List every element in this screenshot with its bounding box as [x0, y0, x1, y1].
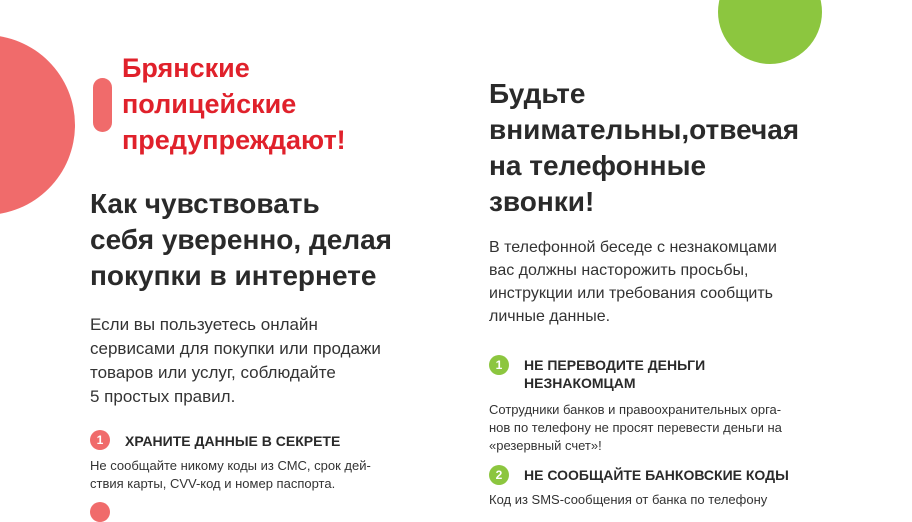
accent-bar [93, 78, 112, 132]
heading-line: себя уверенно, делая [90, 224, 393, 255]
rule-body-line: Код из SMS-сообщения от банка по телефону [489, 492, 768, 507]
rule-body [90, 457, 450, 493]
rule-body [489, 401, 849, 455]
rule-number-badge: 1 [90, 430, 110, 450]
intro-line: сервисами для покупки или продажи [90, 339, 381, 358]
rule-title: ХРАНИТЕ ДАННЫЕ В СЕКРЕТЕ [125, 433, 341, 449]
kicker-line: предупреждают! [122, 125, 346, 155]
rule-title-line: НЕЗНАКОМЦАМ [524, 375, 636, 391]
left-heading [90, 186, 450, 294]
heading-line: Будьте [489, 78, 586, 109]
heading-line: Как чувствовать [90, 188, 320, 219]
rule-number-badge: 2 [489, 465, 509, 485]
heading-line: внимательны,отвечая [489, 114, 800, 145]
rule-title-line: НЕ ПЕРЕВОДИТЕ ДЕНЬГИ [524, 357, 706, 373]
rule-body-line: Не сообщайте никому коды из СМС, срок дей- [90, 458, 371, 473]
intro-line: инструкции или требования сообщить [489, 285, 773, 302]
rule-body-line: «резервный счет»! [489, 438, 602, 453]
heading-line: на телефонные [489, 150, 707, 181]
rule-body-line: нов по телефону не просят перевести деньги на [489, 420, 782, 435]
decorative-red-circle [0, 35, 75, 215]
rule-title [524, 356, 705, 392]
intro-line: товаров или услуг, соблюдайте [90, 363, 336, 382]
rule-number-badge: 1 [489, 355, 509, 375]
intro-line: Если вы пользуетесь онлайн [90, 315, 318, 334]
right-heading [489, 76, 869, 220]
left-intro [90, 313, 440, 409]
kicker-line: полицейские [122, 89, 297, 119]
rule-body-line: Сотрудники банков и правоохранительных орга- [489, 402, 782, 417]
intro-line: В телефонной беседе с незнакомцами [489, 239, 777, 256]
kicker-title [122, 50, 412, 158]
heading-line: звонки! [489, 186, 595, 217]
rule-body [489, 491, 849, 509]
kicker-line: Брянские [122, 53, 250, 83]
rule-number-badge-partial [90, 502, 110, 522]
intro-line: 5 простых правил. [90, 387, 236, 406]
heading-line: покупки в интернете [90, 260, 377, 291]
rule-body-line: ствия карты, CVV-код и номер паспорта. [90, 476, 336, 491]
intro-line: личные данные. [489, 308, 611, 325]
decorative-green-circle [718, 0, 822, 64]
intro-line: вас должны насторожить просьбы, [489, 262, 749, 279]
right-intro [489, 236, 849, 328]
rule-title: НЕ СООБЩАЙТЕ БАНКОВСКИЕ КОДЫ [524, 467, 789, 483]
